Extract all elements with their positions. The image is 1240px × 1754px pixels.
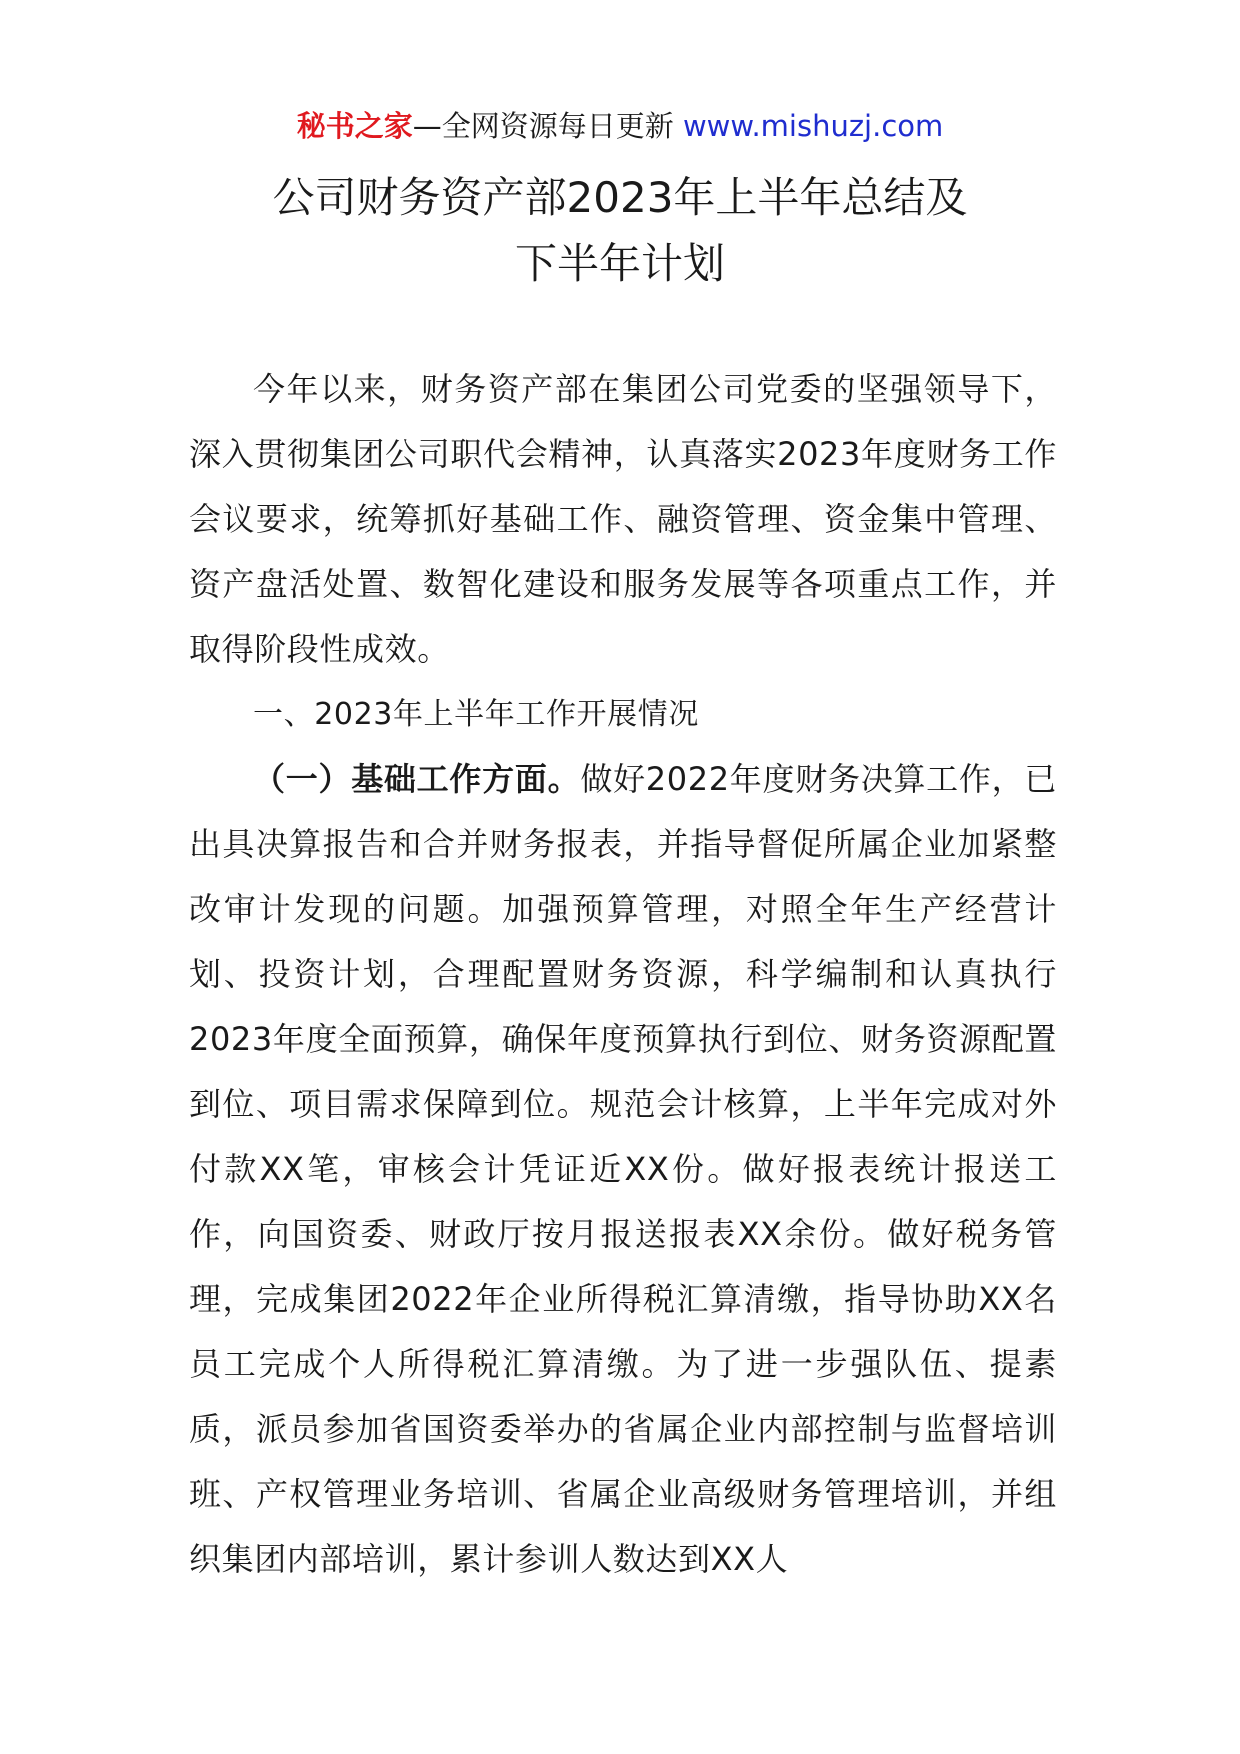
subsection-body: 做好2022年度财务决算工作，已出具决算报告和合并财务报表，并指导督促所属企业加紧整改审计发现的问题。加强预算管理，对照全年生产经营计划、投资计划，合理配置财务资源，科学编制和认真执行2023年度全面预算，确保年度预算执行到位、财务资源配置到位、项目需求保障到位。规范会计核算，上半年完成对外付款XX笔，审核会计凭证近XX份。做好报表统计报送工作，向国资委、财政厅按月报送报表XX余份。做好税务管理，完成集团2022年企业所得税汇算清缴，指导协助XX名员工完成个人所得税汇算清缴。为了进一步强队伍、提素质，派员参加省国资委举办的省属企业内部控制与监督培训班、产权管理业务培训、省属企业高级财务管理培训，并组织集团内部培训，累计参训人数达到XX人	[189, 760, 1057, 1578]
document-body	[189, 357, 1057, 1592]
document-title	[0, 165, 1240, 297]
subsection-lead: （一）基础工作方面。	[253, 760, 581, 798]
document-title-line-1: 公司财务资产部2023年上半年总结及	[272, 173, 968, 222]
site-url-link[interactable]: www.mishuzj.com	[682, 109, 944, 143]
brand-name: 秘书之家	[296, 109, 413, 143]
subsection-paragraph	[189, 747, 1057, 1592]
intro-paragraph: 今年以来，财务资产部在集团公司党委的坚强领导下，深入贯彻集团公司职代会精神，认真落实2023年度财务工作会议要求，统筹抓好基础工作、融资管理、资金集中管理、资产盘活处置、数智化建设和服务发展等各项重点工作，并取得阶段性成效。	[189, 370, 1057, 668]
site-banner	[0, 104, 1240, 148]
section-heading: 一、2023年上半年工作开展情况	[253, 697, 699, 732]
brand-slogan: —全网资源每日更新	[412, 109, 674, 143]
document-title-line-2: 下半年计划	[514, 239, 725, 288]
